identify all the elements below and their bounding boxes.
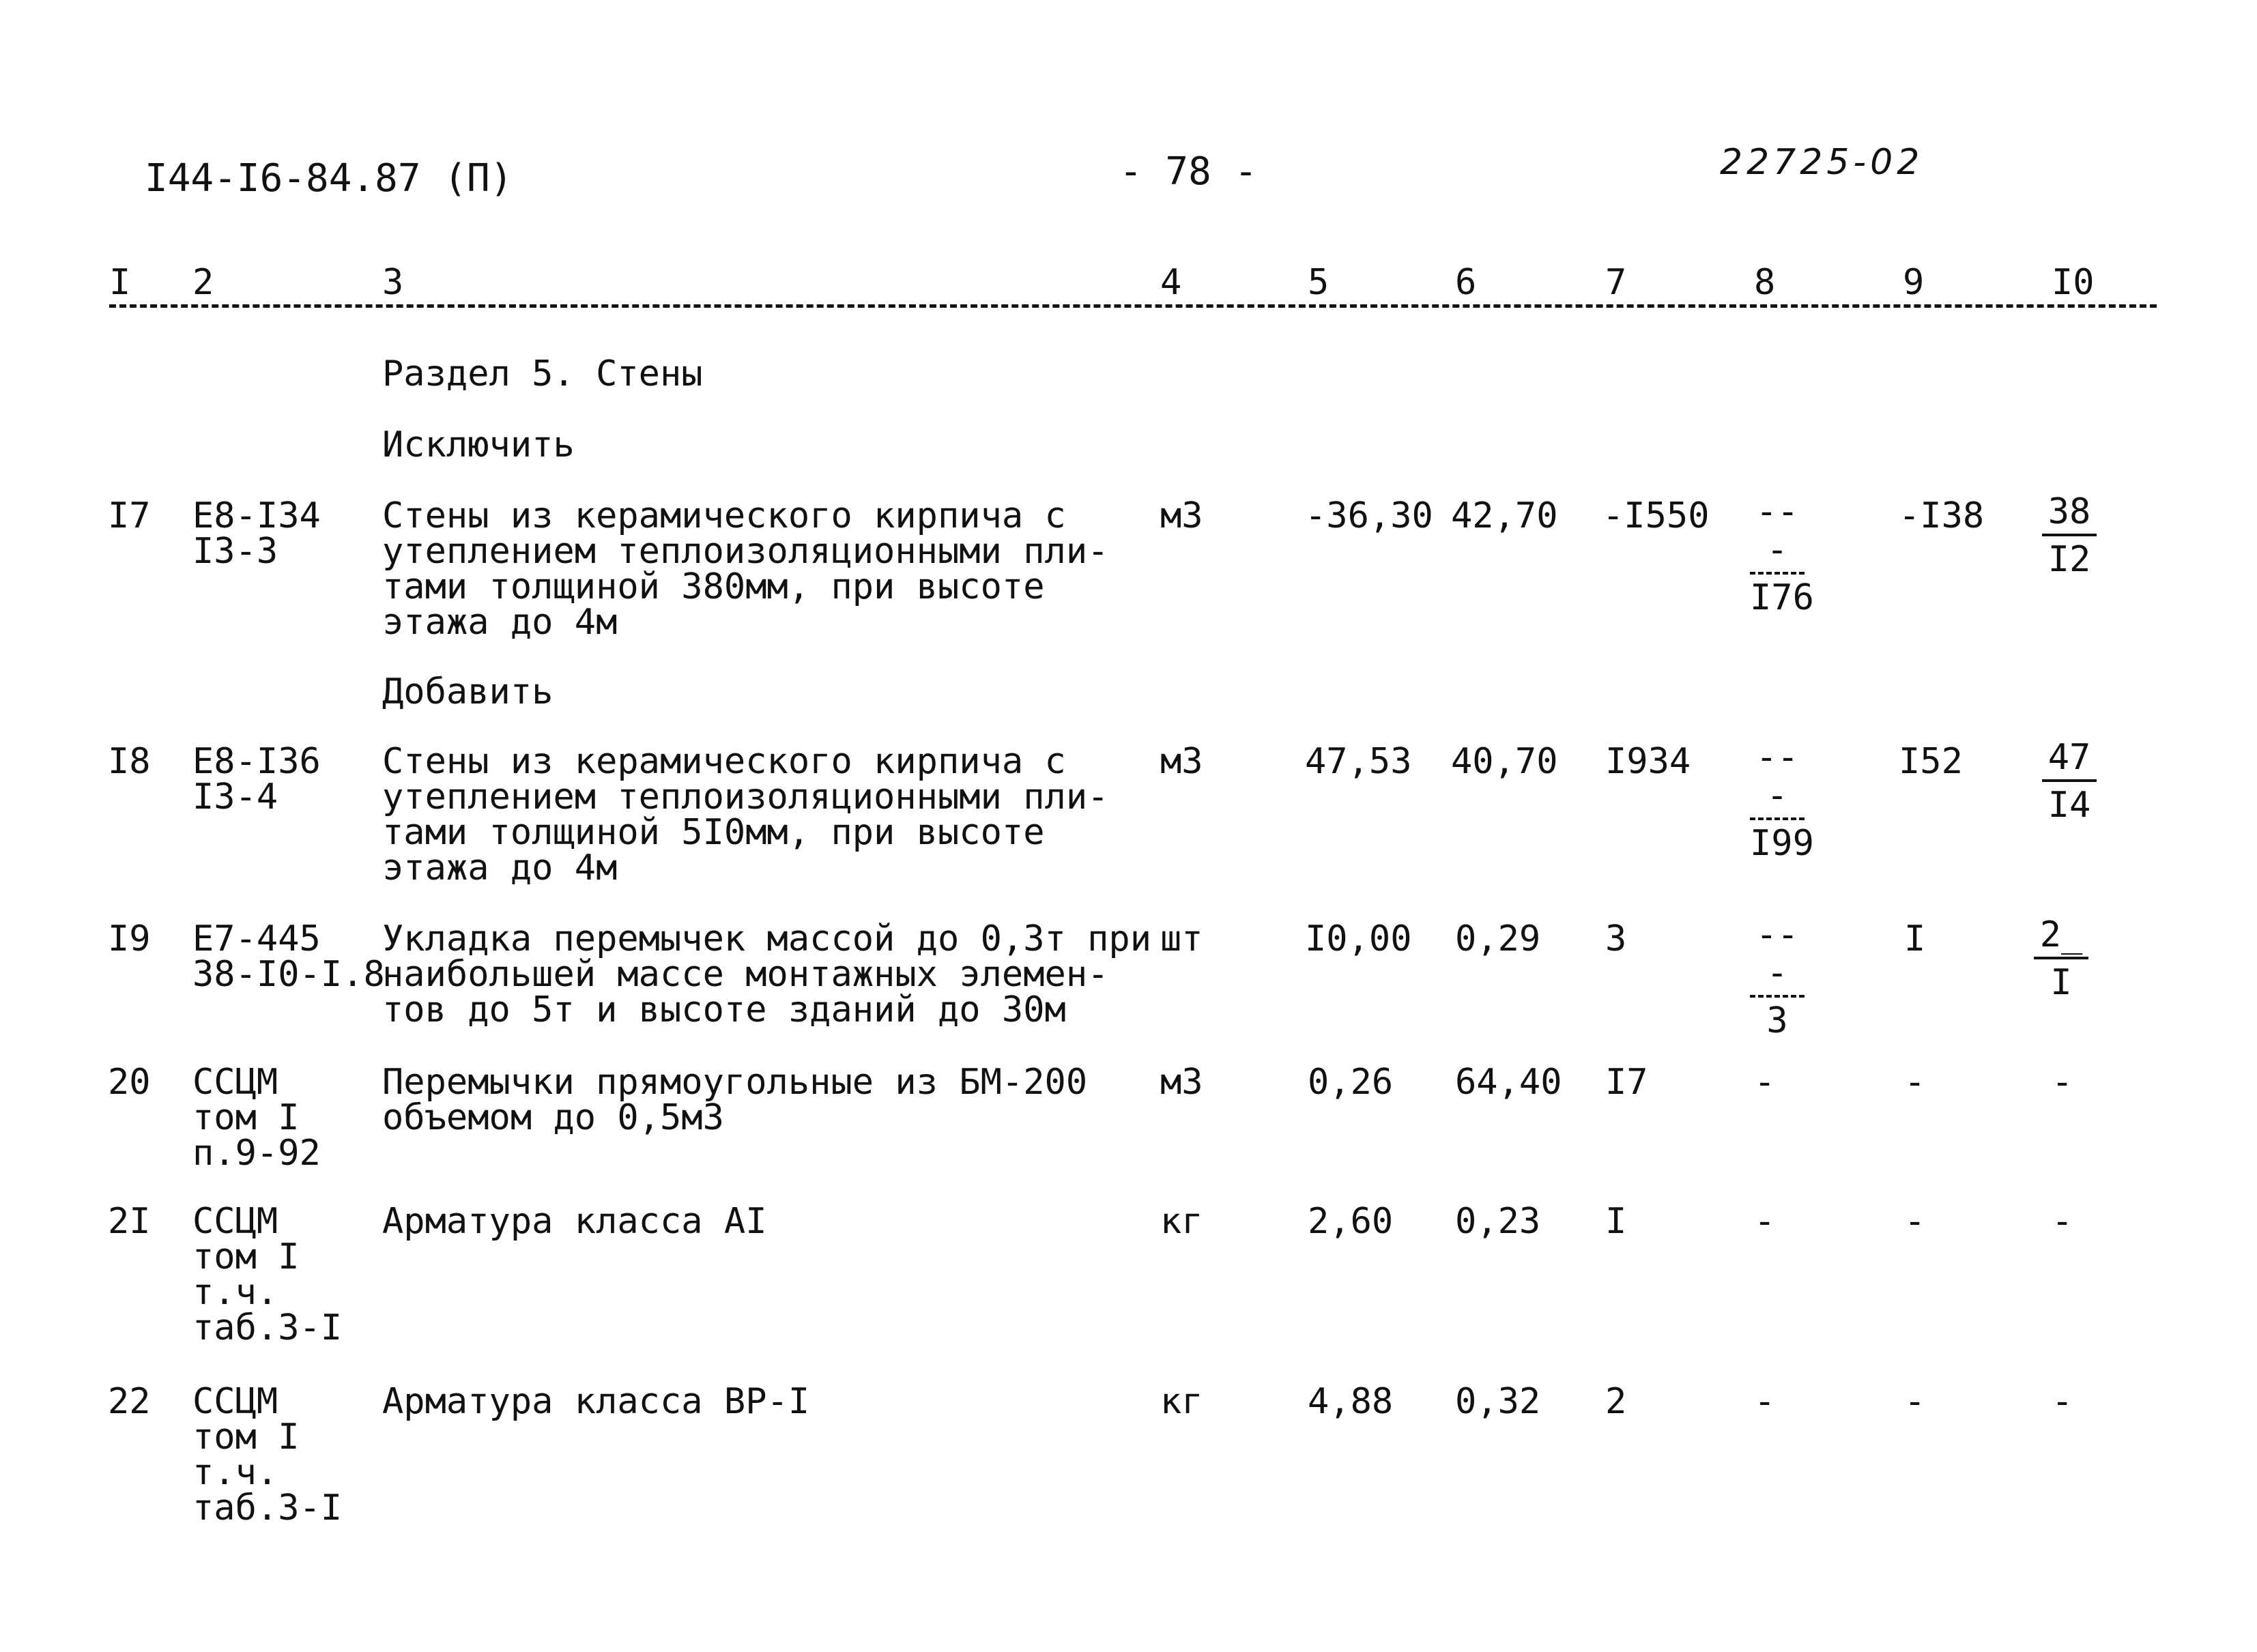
row-col7: 3 xyxy=(1605,918,1627,959)
fraction-numerator: 2_ xyxy=(2034,916,2088,959)
row-number: 22 xyxy=(108,1381,151,1422)
column-header-1: I xyxy=(109,262,131,303)
fraction-denominator: I xyxy=(2050,962,2072,1003)
row-number: I7 xyxy=(108,495,151,536)
row-col10-fraction xyxy=(2042,738,2097,826)
column-header-rule xyxy=(109,304,2157,308)
column-header-3: 3 xyxy=(382,262,404,303)
row-col10-fraction xyxy=(2034,916,2088,1003)
fraction-numerator: --- xyxy=(1750,916,1805,998)
row-description: Укладка перемычек массой до 0,3т при наибольшей массе монтажных элемен- тов до 5т и высоте зданий до 30м xyxy=(382,918,1152,1030)
row-col10-fraction xyxy=(2042,493,2097,580)
fraction-denominator: I4 xyxy=(2047,785,2091,826)
row-col9: -I38 xyxy=(1899,495,1985,536)
row-col7: I7 xyxy=(1605,1062,1648,1103)
row-price: 0,32 xyxy=(1455,1381,1541,1422)
row-col7: I934 xyxy=(1605,741,1691,782)
row-col10: - xyxy=(2052,1201,2073,1242)
column-header-8: 8 xyxy=(1754,262,1776,303)
row-col7: 2 xyxy=(1605,1381,1627,1422)
row-col10: - xyxy=(2052,1381,2073,1422)
column-header-4: 4 xyxy=(1160,262,1182,303)
row-quantity: 2,60 xyxy=(1308,1201,1394,1242)
row-col8-fraction xyxy=(1750,491,1814,618)
row-col9: I52 xyxy=(1899,741,1963,782)
column-header-10: I0 xyxy=(2052,262,2095,303)
handwritten-code: 22725-02 xyxy=(1720,142,1924,183)
row-quantity: 4,88 xyxy=(1308,1381,1394,1422)
row-col9: - xyxy=(1904,1381,1926,1422)
row-col9: - xyxy=(1904,1201,1926,1242)
row-col8-fraction xyxy=(1750,737,1814,864)
row-col8: - xyxy=(1754,1062,1776,1103)
row-unit: м3 xyxy=(1160,741,1203,782)
row-code: Е7-445 38-I0-I.8 xyxy=(192,918,385,995)
row-description: Стены из керамического кирпича с утеплением теплоизоляционными пли- тами толщиной 380мм, при высоте этажа до 4м xyxy=(382,495,1109,643)
row-unit: шт xyxy=(1160,918,1203,959)
row-unit: кг xyxy=(1160,1381,1203,1422)
row-description: Перемычки прямоугольные из БМ-200 объемом до 0,5м3 xyxy=(382,1062,1088,1138)
fraction-numerator: 38 xyxy=(2042,493,2097,536)
row-number: 2I xyxy=(108,1201,151,1242)
row-price: 42,70 xyxy=(1451,495,1558,536)
section-title: Раздел 5. Стены xyxy=(382,353,703,394)
fraction-denominator: I99 xyxy=(1750,823,1814,864)
row-col7: I xyxy=(1605,1201,1627,1242)
row-col9: I xyxy=(1904,918,1926,959)
fraction-denominator: I76 xyxy=(1750,577,1814,618)
row-col8-fraction xyxy=(1750,916,1805,1041)
fraction-numerator: --- xyxy=(1750,493,1805,575)
row-quantity: I0,00 xyxy=(1305,918,1412,959)
row-code: Е8-I36 I3-4 xyxy=(192,741,321,817)
row-number: I8 xyxy=(108,741,151,782)
row-col7: -I550 xyxy=(1602,495,1710,536)
row-code: ССЦМ том I т.ч. таб.3-I xyxy=(192,1381,343,1528)
fraction-denominator: 3 xyxy=(1766,1000,1788,1041)
row-unit: кг xyxy=(1160,1201,1203,1242)
add-label: Добавить xyxy=(382,671,554,712)
row-unit: м3 xyxy=(1160,495,1203,536)
row-number: I9 xyxy=(108,918,151,959)
row-description: Арматура класса ВР-I xyxy=(382,1381,810,1422)
document-code: I44-I6-84.87 (П) xyxy=(145,156,513,201)
row-col10: - xyxy=(2052,1062,2073,1103)
row-col8: - xyxy=(1754,1381,1776,1422)
row-number: 20 xyxy=(108,1062,151,1103)
column-header-6: 6 xyxy=(1455,262,1477,303)
row-description: Стены из керамического кирпича с утеплением теплоизоляционными пли- тами толщиной 5I0мм, при высоте этажа до 4м xyxy=(382,741,1109,888)
row-code: ССЦМ том I п.9-92 xyxy=(192,1062,321,1174)
row-quantity: 0,26 xyxy=(1308,1062,1394,1103)
fraction-numerator: 47 xyxy=(2042,738,2097,782)
fraction-numerator: --- xyxy=(1750,738,1805,820)
fraction-denominator: I2 xyxy=(2047,539,2091,580)
row-unit: м3 xyxy=(1160,1062,1203,1103)
row-price: 0,23 xyxy=(1455,1201,1541,1242)
row-price: 64,40 xyxy=(1455,1062,1562,1103)
column-header-7: 7 xyxy=(1605,262,1627,303)
row-description: Арматура класса АI xyxy=(382,1201,767,1242)
row-price: 40,70 xyxy=(1451,741,1558,782)
row-code: ССЦМ том I т.ч. таб.3-I xyxy=(192,1201,343,1348)
row-col8: - xyxy=(1754,1201,1776,1242)
row-quantity: 47,53 xyxy=(1305,741,1412,782)
column-header-5: 5 xyxy=(1308,262,1329,303)
row-col9: - xyxy=(1904,1062,1926,1103)
page-number: - 78 - xyxy=(1119,149,1258,194)
exclude-label: Исключить xyxy=(382,424,575,465)
row-code: Е8-I34 I3-3 xyxy=(192,495,321,572)
row-quantity: -36,30 xyxy=(1305,495,1433,536)
column-header-9: 9 xyxy=(1903,262,1925,303)
column-header-2: 2 xyxy=(192,262,214,303)
row-price: 0,29 xyxy=(1455,918,1541,959)
